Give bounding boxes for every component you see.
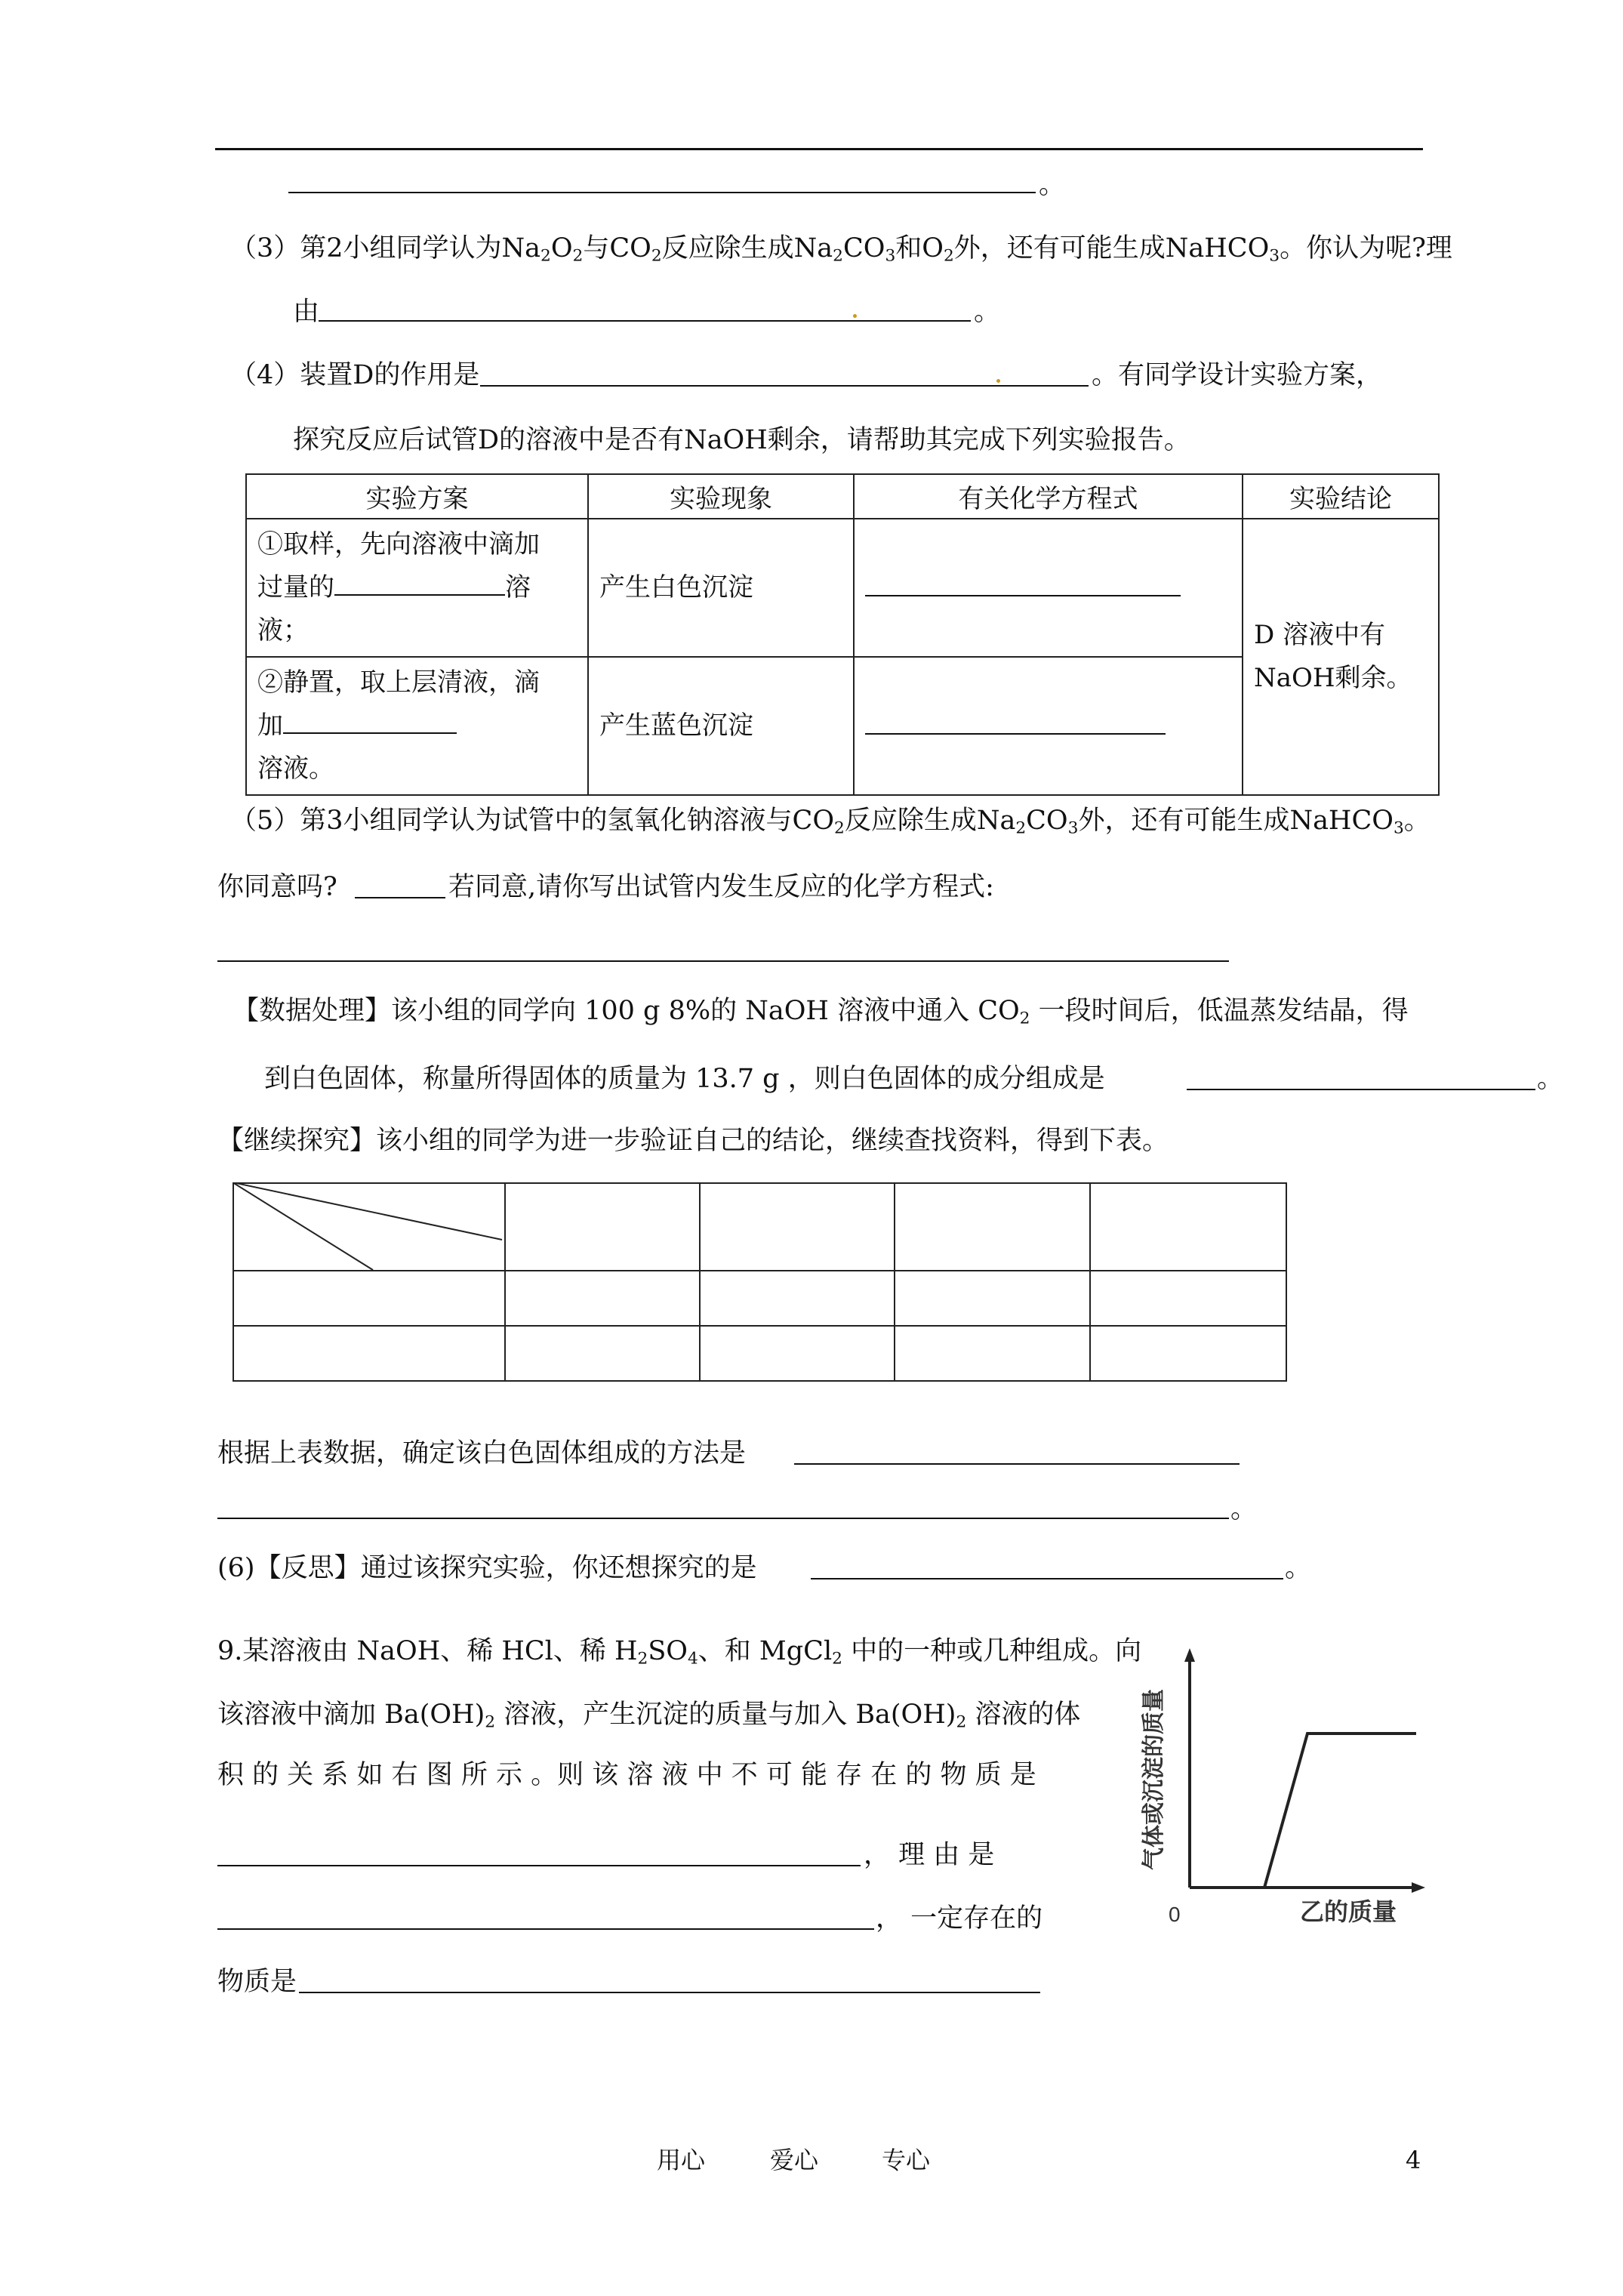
composition-blank	[1187, 1089, 1535, 1090]
q5-agree-blank	[355, 897, 445, 898]
q6-line: (6)【反思】通过该探究实验，你还想探究的是	[217, 1553, 757, 1583]
table-cell	[1090, 1326, 1286, 1381]
q9-blank-3	[299, 1992, 1040, 1993]
q3-line2-prefix: 由	[293, 297, 320, 327]
q4-line1-prefix: （4）装置D的作用是	[230, 360, 480, 390]
q9-line2: 该溶液中滴加 $Ba(OH)_2$ 溶液，产生沉淀的质量与加入 $Ba(OH)_2$ 溶液的体	[217, 1700, 1081, 1732]
y-axis-label: 气体或沉淀的质量	[1141, 1689, 1167, 1870]
header-rule	[215, 148, 1423, 150]
method-line1: 根据上表数据，确定该白色固体组成的方法是	[217, 1438, 747, 1469]
series-line	[1190, 1734, 1416, 1888]
q9-line4-mid: ， 理 由 是	[864, 1840, 995, 1870]
table-cell	[1090, 1183, 1286, 1271]
q9-blank-1	[217, 1865, 861, 1866]
table-cell	[700, 1271, 895, 1326]
blank-line	[865, 574, 1181, 596]
diagonal-header-lines	[233, 1182, 512, 1277]
mark-dot	[853, 314, 857, 318]
q4-line2: 探究反应后试管D的溶液中是否有NaOH剩余，请帮助其完成下列实验报告。	[293, 425, 1190, 455]
header-equation: 有关化学方程式	[854, 474, 1243, 519]
q9-line6-prefix: 物质是	[217, 1967, 297, 1997]
q3-line1: （3）第2小组同学认为$Na_2O_2$与$CO_2$反应除生成$Na_2CO_3$和$O_2$外，还有可能生成NaHCO$_3$。你认为呢?理	[230, 233, 1452, 266]
q4-line1-end: 。有同学设计实验方案，	[1092, 360, 1383, 390]
method-blank-2	[217, 1518, 1229, 1519]
y-axis-arrow	[1184, 1648, 1195, 1662]
blank-line	[283, 711, 457, 734]
table-cell	[505, 1183, 700, 1271]
row1-plan: ①取样，先向溶液中滴加 过量的 溶 液；	[246, 519, 588, 657]
q5-equation-line	[217, 960, 1229, 962]
x-axis-arrow	[1412, 1882, 1425, 1893]
q6-blank	[811, 1578, 1283, 1579]
q9-line3: 积 的 关 系 如 右 图 所 示 。则 该 溶 液 中 不 可 能 存 在 的 物 质 是	[217, 1760, 1036, 1790]
row1-equation	[854, 519, 1243, 657]
method-blank-1	[794, 1463, 1240, 1465]
x-axis-label: 乙的质量	[1300, 1897, 1397, 1926]
q9-line5-mid: ， 一定存在的	[876, 1903, 1043, 1934]
table-cell	[895, 1271, 1090, 1326]
end-punct: 。	[1039, 170, 1066, 200]
q3-line2-end: 。	[974, 297, 1001, 327]
q5-line2-a: 你同意吗?	[217, 872, 337, 902]
blank-line	[865, 712, 1166, 735]
row1-phenomenon: 产生白色沉淀	[588, 519, 854, 657]
page-number: 4	[1406, 2146, 1421, 2174]
header-plan: 实验方案	[246, 474, 588, 519]
data-processing-end: 。	[1537, 1064, 1564, 1094]
experiment-report-table	[245, 473, 1440, 796]
q5-line1: （5）第3小组同学认为试管中的氢氧化钠溶液与$CO_2$反应除生成$Na_2CO_3$外，还有可能生成NaHCO$_3$。	[230, 806, 1431, 838]
data-processing-line1: 【数据处理】该小组的同学向 100 g 8%的 NaOH 溶液中通入 $CO_2$ 一段时间后，低温蒸发结晶，得	[233, 996, 1409, 1028]
footer-word-1: 用心	[657, 2146, 706, 2174]
header-conclusion: 实验结论	[1243, 474, 1439, 519]
q5-line2-b: 若同意,请你写出试管内发生反应的化学方程式:	[448, 872, 994, 902]
table-cell	[233, 1326, 505, 1381]
q9-line1: 9.某溶液由 NaOH、稀 HCl、稀 $H_2SO_4$、和 MgCl$_2$ 中的一种或几种组成。向	[217, 1636, 1142, 1669]
q3-answer-line	[319, 320, 971, 322]
table-cell	[233, 1271, 505, 1326]
row2-phenomenon: 产生蓝色沉淀	[588, 657, 854, 795]
precipitate-graph	[1132, 1620, 1434, 1937]
header-phenomenon: 实验现象	[588, 474, 854, 519]
table-cell	[505, 1326, 700, 1381]
q6-end: 。	[1285, 1553, 1312, 1583]
answer-line	[288, 192, 1036, 193]
table-cell	[895, 1326, 1090, 1381]
footer-word-3: 专心	[882, 2146, 931, 2174]
table-cell	[700, 1183, 895, 1271]
mark-dot	[996, 379, 1000, 383]
method-end: 。	[1230, 1494, 1258, 1524]
footer-word-2: 爱心	[770, 2146, 819, 2174]
continue-explore: 【继续探究】该小组的同学为进一步验证自己的结论，继续查找资料，得到下表。	[217, 1126, 1169, 1156]
table-cell	[895, 1183, 1090, 1271]
blank-line	[334, 573, 505, 596]
table-cell	[1090, 1271, 1286, 1326]
data-processing-line2: 到白色固体，称量所得固体的质量为 13.7 g ，则白色固体的成分组成是	[264, 1064, 1105, 1094]
row2-plan: ②静置，取上层清液，滴 加 溶液。	[246, 657, 588, 795]
table-cell	[505, 1271, 700, 1326]
conclusion-cell: D 溶液中有 NaOH剩余。	[1243, 519, 1439, 795]
table-cell	[700, 1326, 895, 1381]
q4-answer-line	[480, 385, 1089, 387]
row2-equation	[854, 657, 1243, 795]
q9-blank-2	[217, 1928, 874, 1930]
origin-label: 0	[1169, 1903, 1181, 1926]
